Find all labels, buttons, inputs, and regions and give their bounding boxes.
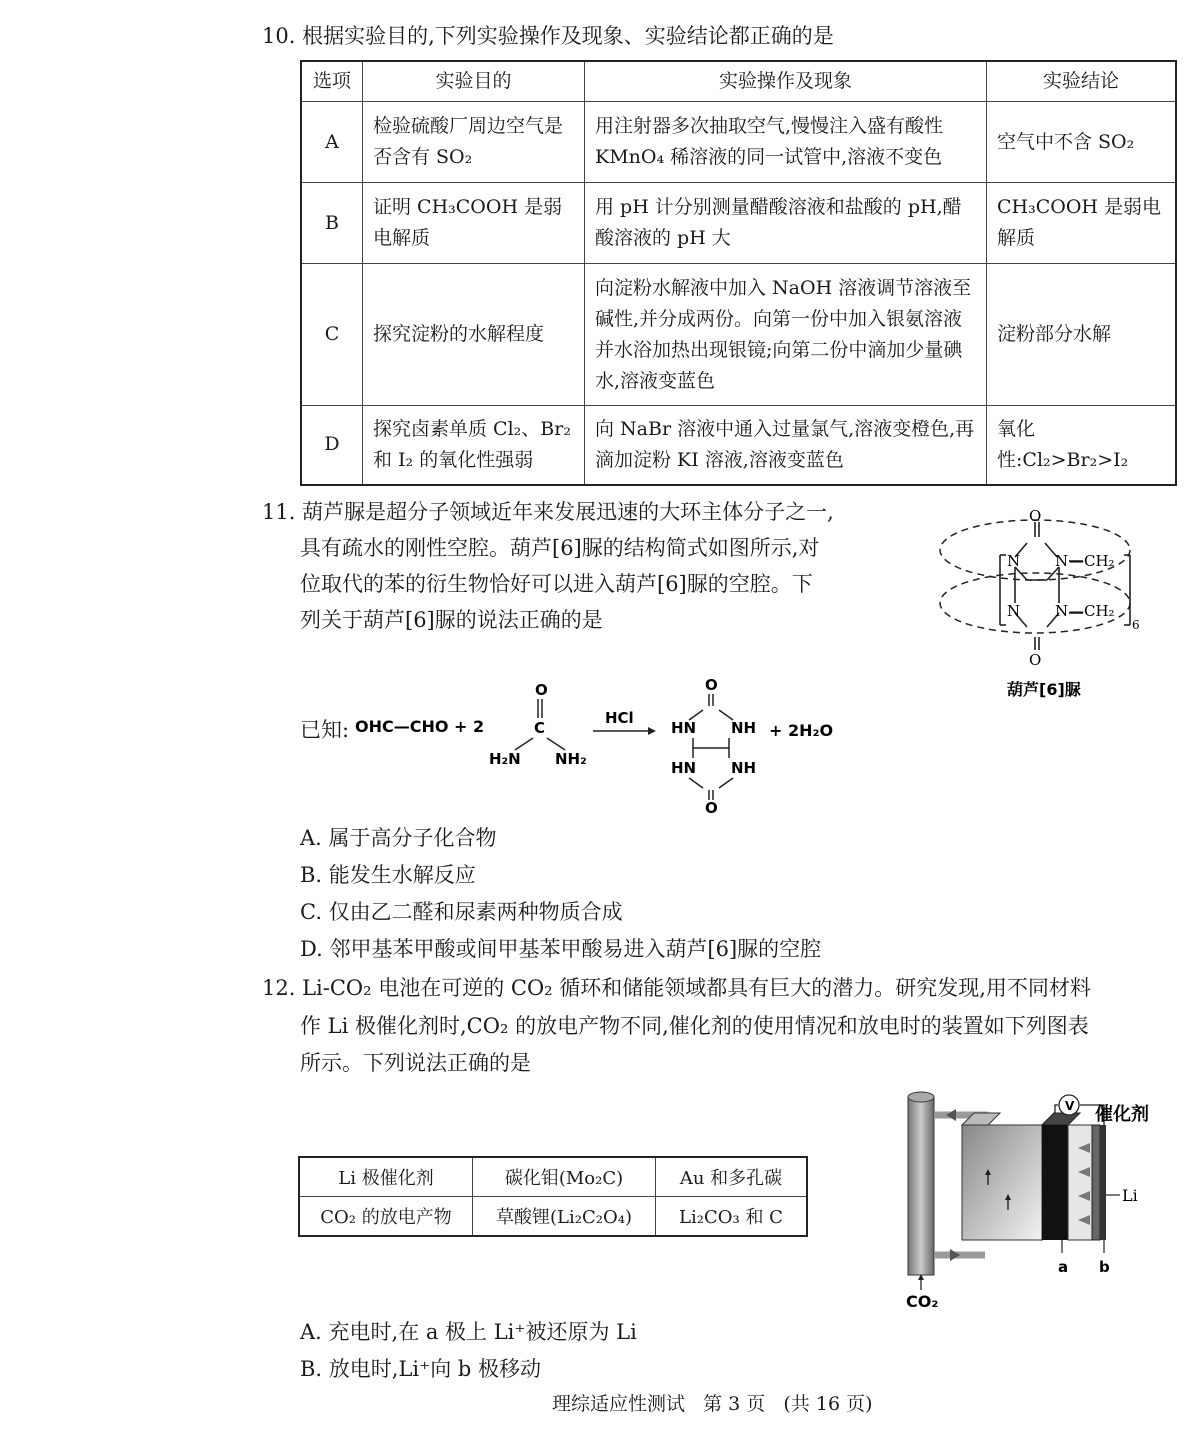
header-option: 选项 xyxy=(301,61,363,102)
q11-stem-line-4: 列关于葫芦[6]脲的说法正确的是 xyxy=(300,608,603,632)
struct-atom-n: N xyxy=(1007,602,1021,620)
cathode-chamber xyxy=(962,1125,1042,1240)
table-cell: Li 极催化剂 xyxy=(299,1157,473,1197)
product-nh: NH xyxy=(731,719,757,737)
label-li: Li xyxy=(1122,1186,1138,1205)
row-conclusion: 空气中不含 SO₂ xyxy=(987,102,1177,183)
electrode-a xyxy=(1042,1125,1068,1240)
urea-nh2: NH₂ xyxy=(555,750,587,768)
q11-option-b: B. 能发生水解反应 xyxy=(300,863,476,887)
table-cell: 草酸锂(Li₂C₂O₄) xyxy=(473,1197,656,1237)
row-operation: 向 NaBr 溶液中通入过量氯气,溶液变橙色,再滴加淀粉 KI 溶液,溶液变蓝色 xyxy=(585,406,987,485)
struct-group-ch2: —CH₂ xyxy=(1069,552,1115,570)
row-option: B xyxy=(301,183,363,264)
table-row xyxy=(299,1197,807,1237)
label-catalyst: 催化剂 xyxy=(1095,1104,1149,1125)
urea-h2n: H₂N xyxy=(489,750,521,768)
q12-catalyst-table xyxy=(298,1156,808,1237)
row-purpose: 检验硫酸厂周边空气是否含有 SO₂ xyxy=(363,102,585,183)
page-footer: 理综适应性测试 第 3 页 (共 16 页) xyxy=(552,1393,873,1415)
q11-stem-line-2: 具有疏水的刚性空腔。葫芦[6]脲的结构简式如图所示,对 xyxy=(300,536,820,560)
label-b: b xyxy=(1099,1258,1110,1276)
q12-option-a: A. 充电时,在 a 极上 Li⁺被还原为 Li xyxy=(300,1320,637,1344)
table-row xyxy=(301,406,1176,485)
q11-stem-line-1: 11. 葫芦脲是超分子领域近年来发展迅速的大环主体分子之一, xyxy=(262,500,834,524)
row-conclusion: 氧化性:Cl₂>Br₂>I₂ xyxy=(987,406,1177,485)
row-operation: 向淀粉水解液中加入 NaOH 溶液调节溶液至碱性,并分成两份。向第一份中加入银氨溶液并水浴加热出现银镜;向第二份中滴加少量碘水,溶液变蓝色 xyxy=(585,264,987,406)
struct-atom-n: N xyxy=(1055,552,1069,570)
q10-stem: 10. 根据实验目的,下列实验操作及现象、实验结论都正确的是 xyxy=(262,24,834,48)
q12-stem-line-3: 所示。下列说法正确的是 xyxy=(300,1051,531,1075)
table-cell: Li₂CO₃ 和 C xyxy=(656,1197,808,1237)
product-hn: HN xyxy=(671,759,697,777)
table-cell: Au 和多孔碳 xyxy=(656,1157,808,1197)
header-purpose: 实验目的 xyxy=(363,61,585,102)
label-co2: CO₂ xyxy=(906,1292,939,1310)
q11-option-d: D. 邻甲基苯甲酸或间甲基苯甲酸易进入葫芦[6]脲的空腔 xyxy=(300,937,822,961)
table-row xyxy=(299,1157,807,1197)
q11-option-c: C. 仅由乙二醛和尿素两种物质合成 xyxy=(300,900,623,924)
struct-repeat-count: 6 xyxy=(1132,618,1140,632)
struct-atom-o: O xyxy=(1029,651,1042,669)
row-option: A xyxy=(301,102,363,183)
voltmeter-label: V xyxy=(1065,1099,1075,1113)
synthesis-reaction xyxy=(355,676,855,816)
figure-caption: 葫芦[6]脲 xyxy=(1007,680,1081,699)
product-o: O xyxy=(705,799,718,816)
row-operation: 用注射器多次抽取空气,慢慢注入盛有酸性 KMnO₄ 稀溶液的同一试管中,溶液不变色 xyxy=(585,102,987,183)
row-option: C xyxy=(301,264,363,406)
row-option: D xyxy=(301,406,363,485)
row-purpose: 探究淀粉的水解程度 xyxy=(363,264,585,406)
known-prefix: 已知: xyxy=(300,718,350,742)
struct-group-ch2: —CH₂ xyxy=(1069,602,1115,620)
reactant-glyoxal: OHC—CHO + 2 xyxy=(355,717,485,736)
table-row xyxy=(301,102,1176,183)
urea-o: O xyxy=(535,681,548,699)
product-o: O xyxy=(705,676,718,694)
q12-option-b: B. 放电时,Li⁺向 b 极移动 xyxy=(300,1357,541,1381)
row-conclusion: CH₃COOH 是弱电解质 xyxy=(987,183,1177,264)
co2-tank-icon xyxy=(908,1097,934,1275)
q11-option-a: A. 属于高分子化合物 xyxy=(300,826,497,850)
table-header-row xyxy=(301,61,1176,102)
reaction-catalyst: HCl xyxy=(605,709,634,727)
table-cell: CO₂ 的放电产物 xyxy=(299,1197,473,1237)
electrode-b xyxy=(1092,1125,1100,1240)
row-purpose: 证明 CH₃COOH 是弱电解质 xyxy=(363,183,585,264)
product-hn: HN xyxy=(671,719,697,737)
row-conclusion: 淀粉部分水解 xyxy=(987,264,1177,406)
row-purpose: 探究卤素单质 Cl₂、Br₂ 和 I₂ 的氧化性强弱 xyxy=(363,406,585,485)
struct-atom-o: O xyxy=(1029,507,1042,525)
label-a: a xyxy=(1058,1258,1069,1276)
urea-c: C xyxy=(534,719,546,737)
q12-stem-line-2: 作 Li 极催化剂时,CO₂ 的放电产物不同,催化剂的使用情况和放电时的装置如下列图表 xyxy=(300,1014,1089,1038)
table-cell: 碳化钼(Mo₂C) xyxy=(473,1157,656,1197)
header-operation: 实验操作及现象 xyxy=(585,61,987,102)
table-row xyxy=(301,183,1176,264)
q11-stem-line-3: 位取代的苯的衍生物恰好可以进入葫芦[6]脲的空腔。下 xyxy=(300,572,813,596)
struct-atom-n: N xyxy=(1007,552,1021,570)
cucurbituril-structure-figure xyxy=(935,495,1175,710)
byproduct-water: + 2H₂O xyxy=(769,721,834,740)
li-co2-battery-diagram xyxy=(890,1085,1175,1310)
q10-table xyxy=(300,60,1177,486)
struct-atom-n: N xyxy=(1055,602,1069,620)
row-operation: 用 pH 计分别测量醋酸溶液和盐酸的 pH,醋酸溶液的 pH 大 xyxy=(585,183,987,264)
table-row xyxy=(301,264,1176,406)
q12-stem-line-1: 12. Li-CO₂ 电池在可逆的 CO₂ 循环和储能领域都具有巨大的潜力。研究发现,用不同材料 xyxy=(262,976,1091,1000)
header-conclusion: 实验结论 xyxy=(987,61,1177,102)
product-nh: NH xyxy=(731,759,757,777)
